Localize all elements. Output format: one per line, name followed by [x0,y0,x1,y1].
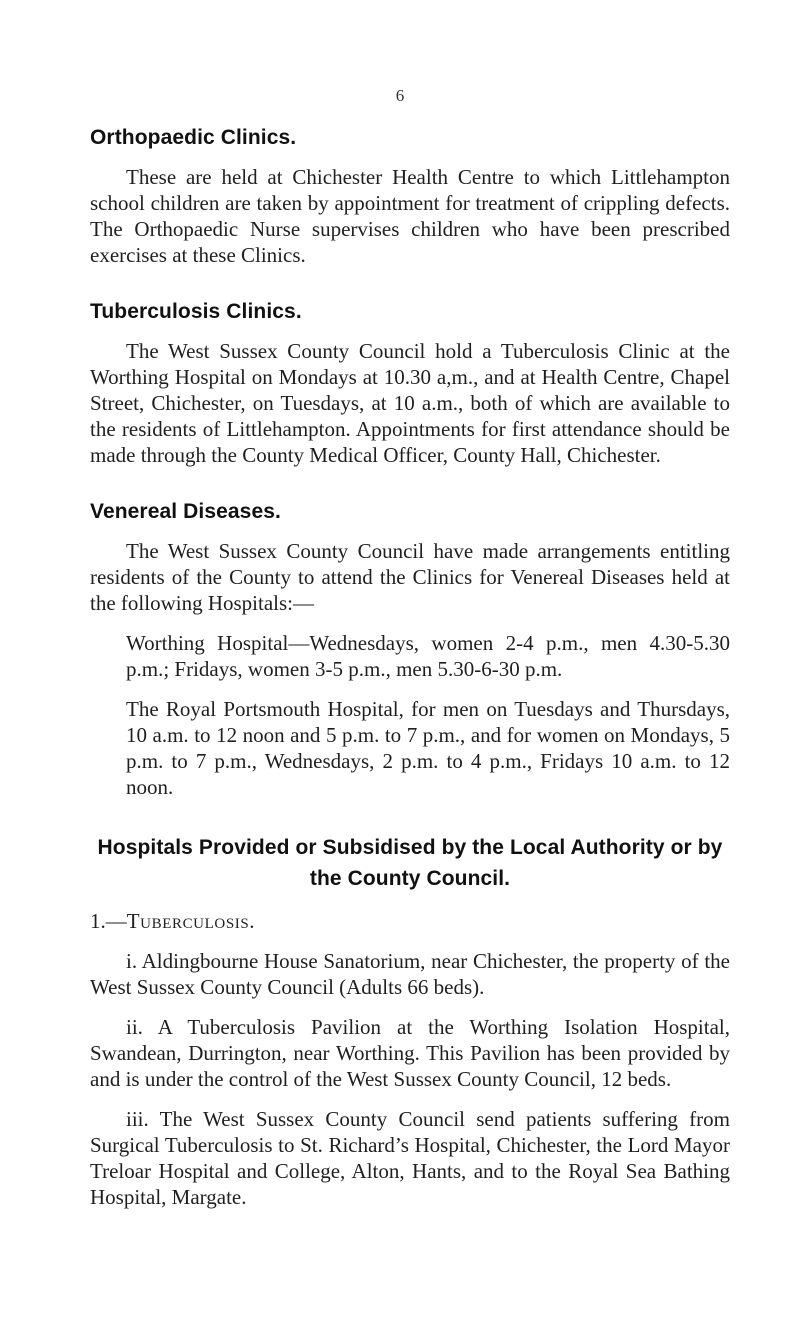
paragraph-portsmouth-schedule: The Royal Portsmouth Hospital, for men on Tuesdays and Thursdays, 10 a.m. to 12 noon and 5 p.m. to 7 p.m., and for women on Mondays, 5 p.m. to 7 p.m., Wednesdays, 2 p.m. to 4 p.m., Fridays 10 a.m. to 12 noon. [126,697,730,799]
heading-hospitals: Hospitals Provided or Subsidised by the Local Authority or by the County Council. [97,836,723,890]
section-hospitals [90,832,730,1210]
page-content [90,126,730,1210]
section-venereal-diseases [90,500,730,800]
list-item-worthing-pavilion: ii. A Tuberculosis Pavilion at the Worthing Isolation Hospital, Swandean, Durrington, near Worthing. This Pavilion has been provided by and is under the control of the West Sussex County Council, 12 beds. [90,1015,730,1091]
page-number: 6 [395,86,405,105]
subheading-label: Tuberculosis. [126,909,256,933]
subheading-number: 1.— [90,909,127,933]
heading-tuberculosis-clinics: Tuberculosis Clinics. [90,300,302,323]
heading-venereal-diseases: Venereal Diseases. [90,500,281,523]
list-item-aldingbourne: i. Aldingbourne House Sanatorium, near Chichester, the property of the West Sussex County Council (Adults 66 beds). [90,949,730,999]
section-orthopaedic-clinics [90,126,730,268]
list-item-surgical-tuberculosis: iii. The West Sussex County Council send patients suffering from Surgical Tuberculosis to St. Richard’s Hospital, Chichester, the Lord Mayor Treloar Hospital and College, Alton, Hants, and to the Royal Sea Bathing Hospital, Margate. [90,1107,730,1209]
paragraph-orthopaedic: These are held at Chichester Health Centre to which Littlehampton school children are taken by appointment for treatment of crippling defects. The Orthopaedic Nurse supervises children who have been prescribed exercises at these Clinics. [90,165,730,267]
paragraph-worthing-schedule: Worthing Hospital—Wednesdays, women 2-4 p.m., men 4.30-5.30 p.m.; Fridays, women 3-5 p.m., men 5.30-6-30 p.m. [126,631,730,681]
paragraph-tuberculosis-clinics: The West Sussex County Council hold a Tuberculosis Clinic at the Worthing Hospital on Mondays at 10.30 a,m., and at Health Centre, Chapel Street, Chichester, on Tuesdays, at 10 a.m., both of which are available to the residents of Littlehampton. Appointments for first attendance should be made through the County Medical Officer, County Hall, Chichester. [90,339,730,467]
heading-orthopaedic-clinics: Orthopaedic Clinics. [90,126,297,149]
paragraph-venereal-intro: The West Sussex County Council have made arrangements entitling residents of the County to attend the Clinics for Venereal Diseases held at the following Hospitals:— [90,539,730,615]
section-tuberculosis-clinics [90,300,730,468]
subheading-tuberculosis [90,908,730,934]
